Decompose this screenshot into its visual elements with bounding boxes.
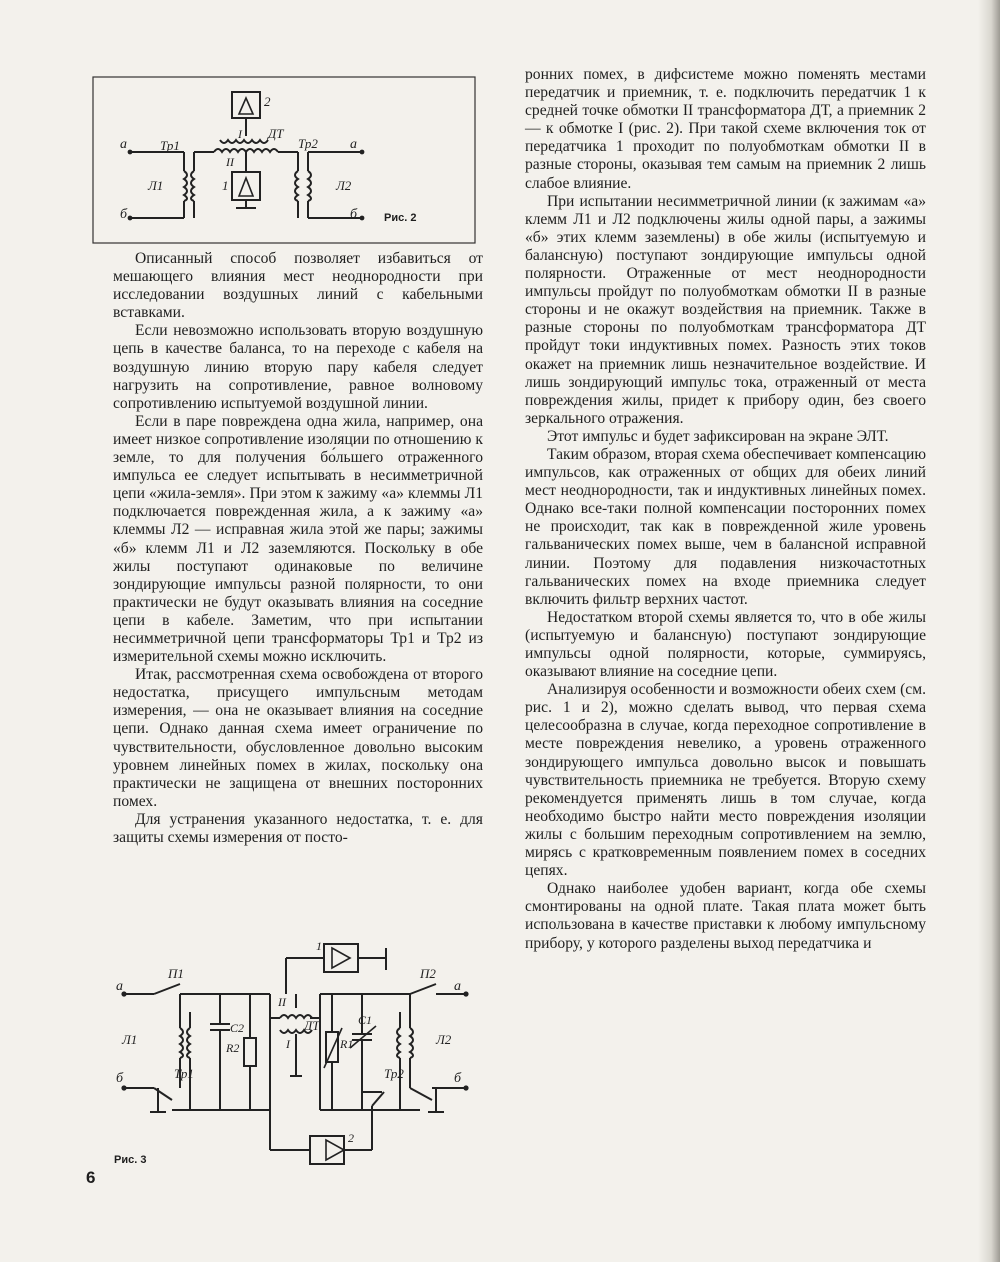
- paragraph: Если невозможно использовать вторую воздушную цепь в качестве баланса, то на переходе с кабеля на воздушную линию вторую пару кабеля следует нагрузить на сопротивление, равное волновому сопротивлению испытуемой воздушной линии.: [113, 322, 483, 412]
- paragraph: Анализируя особенности и возможности обеих схем (см. рис. 1 и 2), можно сделать вывод, что первая схема целесообразна в случае, когда переходное сопротивление в месте повреждения невелико, а уровень отраженного зондирующего импульса довольно высок и повышать чувствительность приемника не требуется. Вторую схему рекомендуется применять лишь в том случае, когда необходимо быстро найти место повреждения изоляции жилы с большим переходным сопротивлением на землю, мирясь с кратковременным появлением помех в соседних цепях.: [525, 681, 926, 880]
- paragraph: Однако наиболее удобен вариант, когда обе схемы смонтированы на одной плате. Такая плата может быть использована в качестве приставки к любому импульсному прибору, у которого разделены выход передатчика и: [525, 880, 926, 952]
- fig3-label-r2: R2: [226, 1041, 240, 1055]
- fig2-terminal-a-right: а: [350, 137, 357, 152]
- paragraph: Если в паре повреждена одна жила, например, она имеет низкое сопротивление изоляции по отношению к земле, то для получения бо́льшего отраженного импульса ее следует испытывать в несимметричной цепи «жила-земля». При этом к зажиму «а» клеммы Л1 подключается поврежденная жила, а к зажиму «а» клеммы Л2 — исправная жила этой же пары; зажимы «б» клемм Л1 и Л2 заземляются. Поскольку в обе жилы поступают одинаковые по величине зондирующие импульсы разной полярности, то они практически не будут оказывать влияния на соседние цепи в кабеле. Заметим, что при испытании несимметричной цепи трансформаторы Тр1 и Тр2 из измерительной схемы можно исключить.: [113, 412, 483, 666]
- fig2-label-device-1: 1: [222, 178, 229, 193]
- figure-2-schematic: [92, 76, 476, 244]
- figure-3-schematic: [110, 936, 480, 1168]
- figure-3: [110, 936, 480, 1168]
- fig3-label-tr1: Тр1: [174, 1066, 194, 1081]
- paragraph: ронних помех, в дифсистеме можно поменять местами передатчик и приемник, т. е. подключить передатчик 1 к средней точке обмотки II трансформатора ДТ, а приемник 2 — к обмотке I (рис. 2). При такой схеме включения ток от передатчика 1 проходит по полуобмоткам обмотки II в разные стороны, оказывая тем самым на приемник 2 лишь слабое влияние.: [525, 66, 926, 192]
- fig2-label-dt: ДТ: [268, 126, 284, 141]
- paragraph: Недостатком второй схемы является то, что в обе жилы (испытуемую и балансную) поступают зондирующие импульсы одной полярности, которые, суммируясь, оказывают влияние на соседние цепи.: [525, 608, 926, 681]
- fig3-terminal-b-right: б: [454, 1071, 462, 1086]
- page-edge-shadow: [978, 0, 1000, 1262]
- fig2-label-tr1: Тр1: [160, 138, 180, 153]
- fig2-label-tr2: Тр2: [298, 136, 318, 151]
- fig2-terminal-a-left: а: [120, 137, 127, 152]
- paragraph: Таким образом, вторая схема обеспечивает компенсацию импульсов, как отраженных от общих для обеих линий мест неоднородности, так и индуктивных линейных помех. Однако все-таки полной компенсации посторонних помех не происходит, так как в поврежденной жиле уровень гальванических помех выше, чем в балансной исправной линии. Поэтому для подавления низкочастотных гальванических помех на входе приемника следует включить фильтр верхних частот.: [525, 445, 926, 608]
- paragraph: Этот импульс и будет зафиксирован на экране ЭЛТ.: [547, 427, 889, 445]
- fig3-label-winding-2: II: [278, 995, 286, 1009]
- fig3-terminal-b-left: б: [116, 1071, 124, 1086]
- page-number: 6: [86, 1168, 96, 1187]
- fig3-label-dt: ДТ: [304, 1018, 320, 1033]
- fig2-label-winding-1: I: [238, 127, 242, 141]
- paragraph: Итак, рассмотренная схема освобождена от второго недостатка, присущего импульсным методам измерения, — она не оказывает влияния на соседние цепи. Однако данная схема имеет ограничение по чувствительности, обусловленное довольно высоким уровнем линейных помех в жилах, поскольку она практически не защищена от внешних посторонних помех.: [113, 666, 483, 810]
- paragraph: При испытании несимметричной линии (к зажимам «а» клемм Л1 и Л2 подключены жилы одной пары, а зажимы «б» этих клемм заземлены) в обе жилы (испытуемую и балансную) поступают зондирующие импульсы одной полярности. Отраженные от мест неоднородности импульсы пройдут по полуобмоткам обмотки II в разные стороны и не окажут воздействия на приемник. Также в разные стороны по полуобмоткам трансформатора ДТ пройдут токи индуктивных помех. Разность этих токов окажет на приемник лишь незначительное воздействие. И лишь зондирующий импульс тока, отраженный от места повреждения жилы, придет к прибору один, без своего зеркального отражения.: [525, 192, 926, 427]
- fig3-label-p2: П2: [420, 966, 436, 981]
- fig2-terminal-b-right: б: [350, 207, 358, 222]
- fig2-label-l2: Л2: [336, 178, 352, 193]
- fig2-label-device-2: 2: [264, 94, 271, 109]
- fig3-label-device-1: 1: [316, 939, 322, 953]
- paragraph: Описанный способ позволяет избавиться от мешающего влияния мест неоднородности при исследовании воздушных линий с кабельными вставками.: [113, 250, 483, 322]
- figure-3-caption: Рис. 3: [114, 1154, 147, 1166]
- paragraph: Для устранения указанного недостатка, т. е. для защиты схемы измерения от посто-: [113, 810, 483, 846]
- fig3-label-device-2: 2: [348, 1131, 354, 1145]
- fig3-label-c2: С2: [230, 1021, 245, 1035]
- fig2-label-l1: Л1: [148, 178, 164, 193]
- fig3-terminal-a-right: а: [454, 979, 461, 994]
- fig3-terminal-a-left: а: [116, 979, 123, 994]
- fig3-label-l2: Л2: [436, 1032, 452, 1047]
- figure-2-caption: Рис. 2: [384, 212, 417, 224]
- fig3-label-p1: П1: [168, 966, 184, 981]
- figure-2: [92, 76, 476, 244]
- fig3-label-tr2: Тр2: [384, 1066, 404, 1081]
- fig2-label-winding-2: II: [226, 155, 234, 169]
- fig3-label-r1: R1: [340, 1037, 354, 1051]
- fig3-label-c1: С1: [358, 1013, 373, 1027]
- fig3-label-winding-1: I: [286, 1037, 290, 1051]
- left-column: [113, 250, 483, 847]
- fig2-terminal-b-left: б: [120, 207, 128, 222]
- right-column: [525, 66, 926, 953]
- fig3-label-l1: Л1: [122, 1032, 138, 1047]
